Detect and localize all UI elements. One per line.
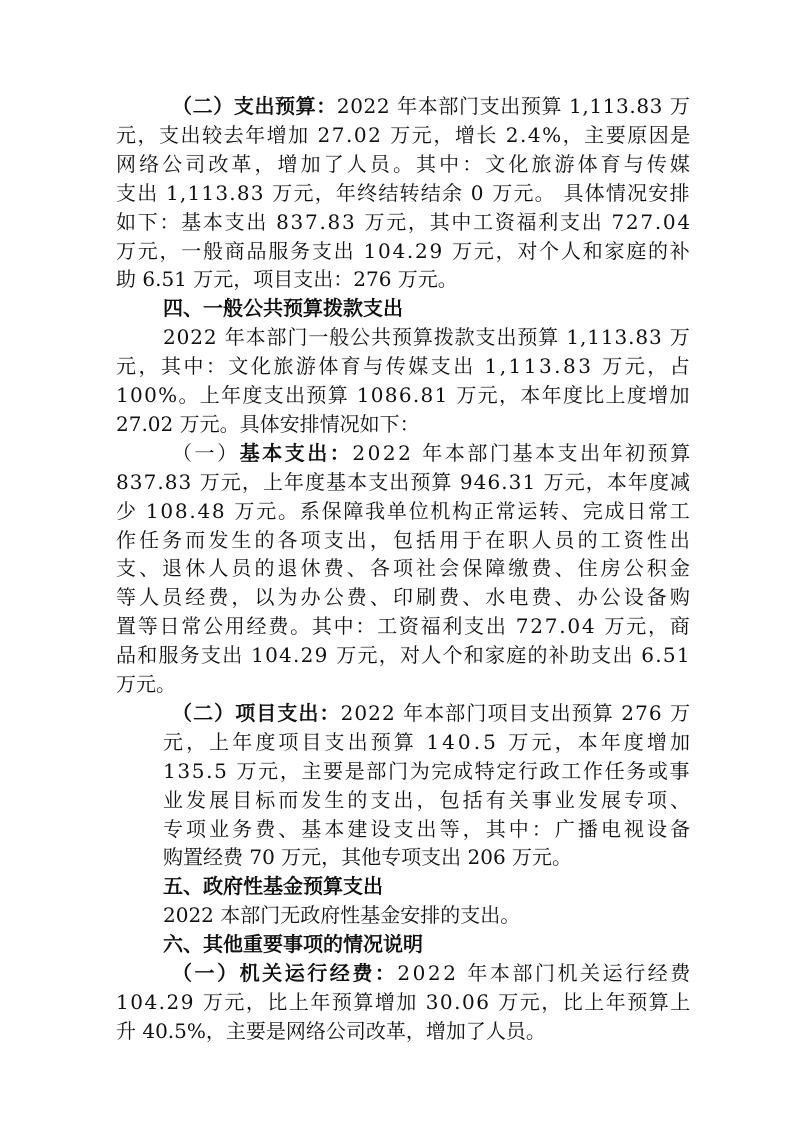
- bold-run: （二）项目支出：: [172, 701, 341, 725]
- heading-section-5: [163, 870, 383, 902]
- text-run: 少 108.48 万元。系保障我单位机构正常运转、完成日常工: [116, 499, 692, 523]
- para-basic-expenditure-line-2: [116, 466, 691, 498]
- heading-section-6: [163, 928, 423, 960]
- text-run: 置等日常公用经费。其中：工资福利支出 727.04 万元，商: [116, 614, 692, 638]
- para-basic-expenditure-line-1: [172, 437, 693, 469]
- para-operating-expense-line-3: [116, 1015, 546, 1047]
- para-project-expenditure-line-4: [163, 784, 693, 816]
- text-run: 2022 年本部门项目支出预算 276 万: [340, 701, 692, 725]
- para-general-budget-line-3: [116, 379, 691, 411]
- text-run: 作任务而发生的各项支出，包括用于在职人员的工资性出: [116, 528, 693, 552]
- para-basic-expenditure-line-3: [116, 495, 692, 527]
- bold-run: 四、一般公共预算拨款支出: [163, 296, 403, 320]
- text-run: 元，其中：文化旅游体育与传媒支出 1,113.83 万元，占: [116, 354, 693, 378]
- text-run: 助 6.51 万元，项目支出：276 万元。: [116, 267, 458, 291]
- para-expenditure-budget-line-1: [172, 90, 691, 122]
- para-operating-expense-line-2: [116, 986, 692, 1018]
- text-run: 27.02 万元。具体安排情况如下：: [116, 412, 420, 436]
- para-basic-expenditure-line-9: [116, 668, 176, 700]
- para-project-expenditure-line-6: [163, 841, 572, 873]
- text-run: 2022 本部门无政府性基金安排的支出。: [163, 903, 521, 927]
- text-run: 支、退休人员的退休费、各项社会保障缴费、住房公积金: [116, 556, 693, 580]
- para-government-fund: [163, 899, 520, 931]
- para-basic-expenditure-line-7: [116, 610, 692, 642]
- bold-run: 五、政府性基金预算支出: [163, 874, 383, 898]
- bold-run: （一）机关运行经费：: [172, 961, 398, 985]
- para-project-expenditure-line-1: [172, 697, 691, 729]
- para-basic-expenditure-line-6: [116, 581, 693, 613]
- text-run: 100%。上年度支出预算 1086.81 万元，本年度比上度增加: [116, 383, 691, 407]
- para-general-budget-line-2: [116, 350, 692, 382]
- text-run: 等人员经费，以为办公费、印刷费、水电费、办公设备购: [116, 585, 693, 609]
- text-run: 万元。: [116, 672, 176, 696]
- text-run: 品和服务支出 104.29 万元，对人个和家庭的补助支出 6.51: [116, 643, 691, 667]
- para-basic-expenditure-line-5: [116, 552, 693, 584]
- text-run: 网络公司改革，增加了人员。其中：文化旅游体育与传媒: [116, 152, 693, 176]
- para-general-budget-line-1: [163, 321, 691, 353]
- text-run: （一）: [172, 441, 240, 465]
- text-run: 购置经费 70 万元，其他专项支出 206 万元。: [163, 845, 573, 869]
- bold-run: （二）支出预算：: [172, 94, 337, 118]
- text-run: 支出 1,113.83 万元，年终结转结余 0 万元。 具体情况安排: [116, 181, 691, 205]
- text-run: 升 40.5%，主要是网络公司改革，增加了人员。: [116, 1019, 546, 1043]
- text-run: 135.5 万元，主要是部门为完成特定行政工作任务或事: [163, 759, 692, 783]
- text-run: 104.29 万元，比上年预算增加 30.06 万元，比上年预算上: [116, 990, 692, 1014]
- text-run: 元，支出较去年增加 27.02 万元，增长 2.4%，主要原因是: [116, 123, 692, 147]
- para-expenditure-budget-line-3: [116, 148, 693, 180]
- para-expenditure-budget-line-7: [116, 263, 458, 295]
- text-run: 业发展目标而发生的支出，包括有关事业发展专项、: [163, 788, 694, 812]
- text-run: 2022 年本部门基本支出年初预算: [352, 441, 693, 465]
- para-project-expenditure-line-3: [163, 755, 691, 787]
- text-run: 837.83 万元，上年度基本支出预算 946.31 万元，本年度减: [116, 470, 692, 494]
- text-run: 专项业务费、基本建设支出等，其中：广播电视设备: [163, 817, 694, 841]
- text-run: 元，上年度项目支出预算 140.5 万元，本年度增加: [163, 730, 694, 754]
- text-run: 如下：基本支出 837.83 万元，其中工资福利支出 727.04: [116, 210, 692, 234]
- para-expenditure-budget-line-2: [116, 119, 692, 151]
- para-project-expenditure-line-2: [163, 726, 693, 758]
- text-run: 2022 年本部门支出预算 1,113.83 万: [336, 94, 691, 118]
- text-run: 2022 年本部门一般公共预算拨款支出预算 1,113.83 万: [163, 325, 691, 349]
- para-operating-expense-line-1: [172, 957, 693, 989]
- bold-run: 基本支出：: [239, 441, 353, 465]
- para-general-budget-line-4: [116, 408, 420, 440]
- text-run: 万元，一般商品服务支出 104.29 万元，对个人和家庭的补: [116, 239, 692, 263]
- para-expenditure-budget-line-5: [116, 206, 692, 238]
- heading-section-4: [163, 292, 403, 324]
- text-run: 2022 年本部门机关运行经费: [397, 961, 693, 985]
- para-basic-expenditure-line-8: [116, 639, 691, 671]
- bold-run: 六、其他重要事项的情况说明: [163, 932, 423, 956]
- para-expenditure-budget-line-4: [116, 177, 691, 209]
